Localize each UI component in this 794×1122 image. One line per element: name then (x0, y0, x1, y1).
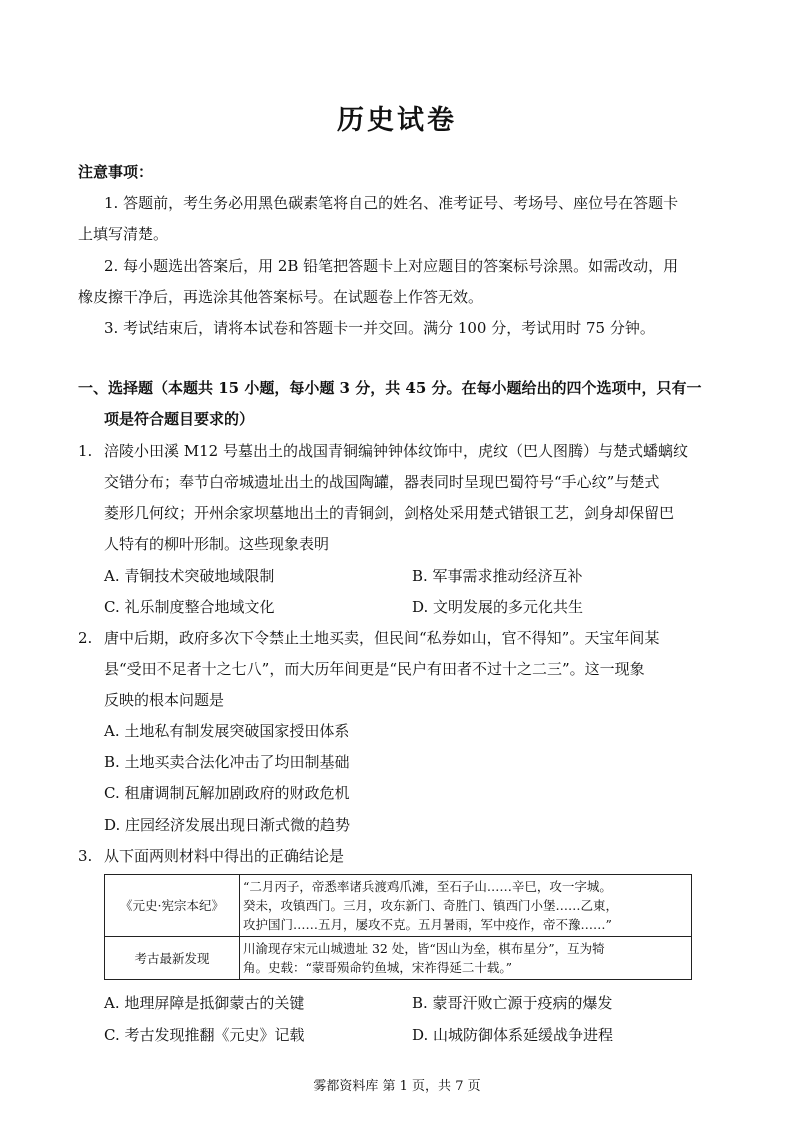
q1-stem-line-3: 菱形几何纹；开州余家坝墓地出土的青铜剑，剑格处采用楚式错银工艺，剑身却保留巴 (104, 504, 675, 522)
material-content-1 (240, 875, 692, 937)
q1-stem-line-4: 人特有的柳叶形制。这些现象表明 (104, 535, 330, 553)
material-source-2: 考古最新发现 (105, 937, 240, 980)
page-title: 历史试卷 (337, 105, 457, 136)
notice-item-2: 2. 每小题选出答案后，用 2B 铅笔把答题卡上对应题目的答案标号涂黑。如需改动，用 (104, 257, 679, 275)
q3-option-d: D. 山城防御体系延缓战争进程 (412, 1026, 614, 1044)
q1-option-d: D. 文明发展的多元化共生 (412, 598, 584, 616)
q2-option-a: A. 土地私有制发展突破国家授田体系 (104, 722, 350, 740)
material-source-1: 《元史·宪宗本纪》 (105, 875, 240, 937)
material-2-line-2: 角。史载：“蒙哥殒命钓鱼城，宋祚得延二十载。” (243, 960, 513, 975)
notice-item-2-cont: 橡皮擦干净后，再选涂其他答案标号。在试题卷上作答无效。 (78, 288, 484, 306)
material-1-line-1: “二月丙子，帝悉率诸兵渡鸡爪滩，至石子山……辛巳，攻一字城。 (243, 879, 612, 894)
q1-option-b: B. 军事需求推动经济互补 (412, 567, 583, 585)
page-footer: 雾都资料库 第 1 页，共 7 页 (313, 1079, 481, 1094)
q2-number: 2. (78, 629, 93, 647)
notice-item-1: 1. 答题前，考生务必用黑色碳素笔将自己的姓名、准考证号、考场号、座位号在答题卡 (104, 194, 679, 212)
section-heading: 一、选择题（本题共 15 小题，每小题 3 分，共 45 分。在每小题给出的四个选项中，只有一 (78, 379, 702, 397)
material-content-2 (240, 937, 692, 980)
section-heading-cont: 项是符合题目要求的） (104, 410, 255, 428)
q2-option-d: D. 庄园经济发展出现日渐式微的趋势 (104, 816, 351, 834)
q1-number: 1. (78, 442, 93, 460)
q3-option-a: A. 地理屏障是抵御蒙古的关键 (104, 994, 305, 1012)
q3-option-c: C. 考古发现推翻《元史》记载 (104, 1026, 305, 1044)
notice-item-1-cont: 上填写清楚。 (78, 225, 169, 243)
material-1-line-2: 癸未，攻镇西门。三月，攻东新门、奇胜门、镇西门小堡……乙東， (243, 898, 619, 913)
notice-item-3: 3. 考试结束后，请将本试卷和答题卡一并交回。满分 100 分，考试用时 75 分钟。 (104, 319, 655, 337)
q1-option-c: C. 礼乐制度整合地域文化 (104, 598, 275, 616)
q2-option-c: C. 租庸调制瓦解加剧政府的财政危机 (104, 784, 350, 802)
table-row (105, 875, 692, 937)
q2-option-b: B. 土地买卖合法化冲击了均田制基础 (104, 753, 350, 771)
q1-stem-line-2: 交错分布；奉节白帝城遗址出土的战国陶罐，器表同时呈现巴蜀符号“手心纹”与楚式 (104, 473, 660, 491)
q3-stem: 从下面两则材料中得出的正确结论是 (104, 847, 345, 865)
notice-heading: 注意事项： (78, 163, 154, 181)
q1-option-a: A. 青铜技术突破地域限制 (104, 567, 275, 585)
q3-number: 3. (78, 847, 93, 865)
material-1-line-3: 攻护国门……五月，屡攻不克。五月暑雨，军中疫作，帝不豫……” (243, 917, 612, 932)
material-table (104, 874, 692, 980)
q1-stem-line-1: 涪陵小田溪 M12 号墓出土的战国青铜编钟钟体纹饰中，虎纹（巴人图腾）与楚式蟠螭纹 (104, 442, 688, 460)
q2-stem-line-3: 反映的根本问题是 (104, 691, 225, 709)
q2-stem-line-2: 县“受田不足者十之七八”，而大历年间更是“民户有田者不过十之二三”。这一现象 (104, 660, 645, 678)
material-2-line-1: 川渝现存宋元山城遗址 32 处，皆“因山为垒，棋布星分”，互为犄 (243, 941, 605, 956)
q3-option-b: B. 蒙哥汗败亡源于疫病的爆发 (412, 994, 613, 1012)
table-row (105, 937, 692, 980)
q2-stem-line-1: 唐中后期，政府多次下令禁止土地买卖，但民间“私券如山，官不得知”。天宝年间某 (104, 629, 660, 647)
